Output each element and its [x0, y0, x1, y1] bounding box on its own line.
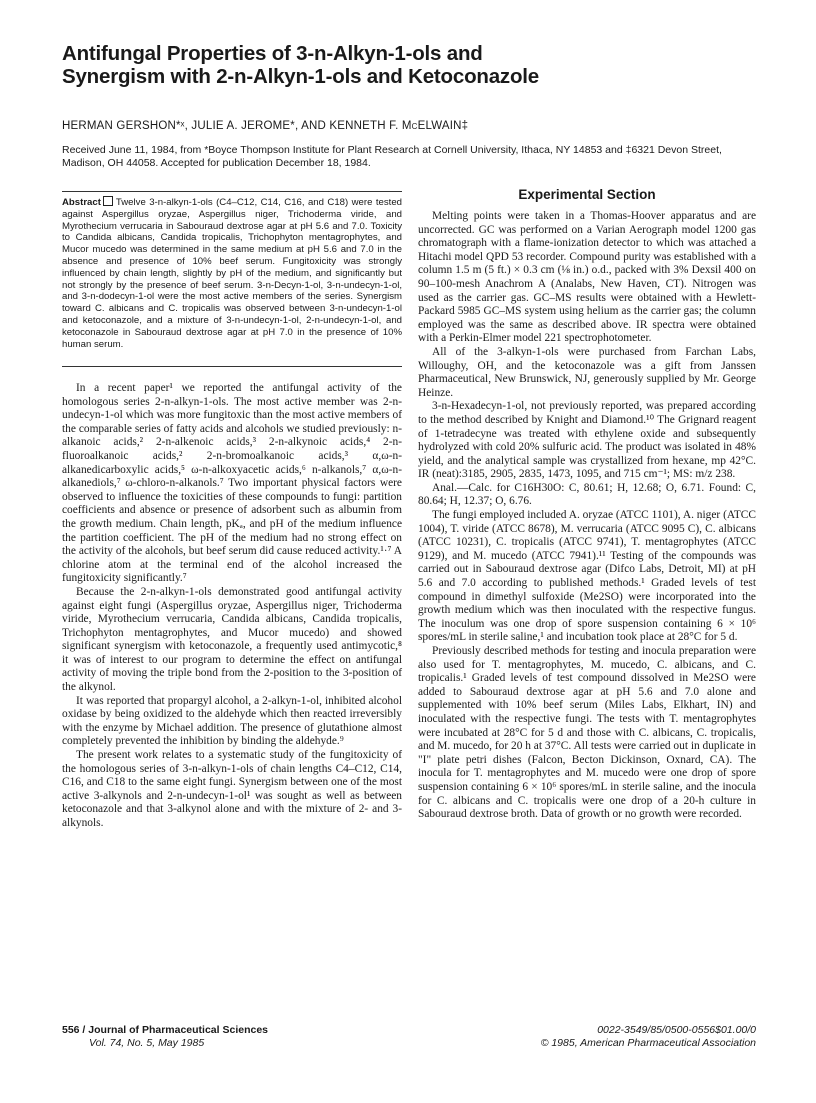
square-bullet-icon	[103, 196, 113, 206]
section-heading: Experimental Section	[518, 187, 656, 202]
journal-reference: 556 / Journal of Pharmaceutical Sciences	[62, 1024, 269, 1036]
abstract-text: Twelve 3-n-alkyn-1-ols (C4–C12, C14, C16, and C18) were tested against Aspergillus oryzae, Aspergillus niger, Trichoderma viride, and Myrothecium verrucaria in Sabouraud dextrose agar at pH 5.6 and 7.0. Toxicity to Candida albicans, Candida tropicalis, Trichophyton mentagrophytes, and Mucor mucedo was determined in the same medium at pH 5.6 and 7.0 in the absence and presence of 10% beef serum. Fungitoxicity was strongly influenced by chain length, slightly by pH of the medium, and significantly but not strongly by the presence of beef serum. 3-n-Decyn-1-ol, 3-n-undecyn-1-ol, and 3-n-dodecyn-1-ol were the most active members of the series. Synergism toward C. albicans and C. tropicalis was observed between 3-n-undecyn-1-ol and ketoconazole, and a mixture of 3-n-undecyn-1-ol, 2-n-undecyn-1-ol, and ketoconazole in Sabouraud dextrose agar at pH 7.0 in the presence of 10% human serum.	[62, 197, 402, 350]
author-list: HERMAN GERSHON*ˣ, JULIE A. JEROME*, AND KENNETH F. McELWAIN‡	[62, 120, 469, 132]
experimental-paragraph: Previously described methods for testing and inocula preparation were also used for T. mentagrophytes, M. mucedo, C. albicans, and C. tropicalis.¹ Graded levels of test compound dissolved in Me2SO were added to Sabouraud dextrose agar at pH 5.6 and 7.0 alone and supplemented with 10% beef serum (Miles Labs, Elkhart, IN) and inoculated with the respective fungi. The tests with T. mentagrophytes were incubated at 28°C for 5 d and those with C. albicans, C. tropicalis, and M. mucedo, for 20 h at 37°C. All tests were carried out in duplicate in "I" plate petri dishes (Falcon, Becton Dickinson, Oxnard, CA). The inocula for T. mentagrophytes and M. mucedo were one drop of spore suspension containing 6 × 10⁶ spores/mL in sterile saline, and the inocula for C. albicans and C. tropicalis were one drop of a 20-h culture in Sabouraud dextrose broth. Data of growth or no growth were recorded.	[418, 645, 756, 821]
intro-paragraph: In a recent paper¹ we reported the antifungal activity of the homologous series 2-n-alkyn-1-ols. The most active member was 2-n-undecyn-1-ol which was more fungitoxic than the most active members of the comparable series of fatty acids and alcohols we studied previously: n-alkanoic acids,² 2-n-alkenoic acids,³ 2-n-alkynoic acids,⁴ 2-n-fluoroalkanoic acids,² 2-n-bromoalkanoic acids,³ α,ω-n-alkanedicarboxylic acids,⁵ ω-n-alkoxyacetic acids,⁶ n-alkanols,⁷ α,ω-n-alkanediols,⁷ ω-chloro-n-alkanols.⁷ Two important physical factors were observed to influence the toxicities of these compounds to fungi: partition coefficients and absence or presence of adsorbent such as albumin from the growth medium. Chain length, pKₐ, and pH of the medium influence the partition coefficient. The pH of the medium had no strong effect on the activity of the alcohols, but beef serum did cause reduced activity.¹·⁷ A chlorine atom at the terminal end of the alcohol increased the fungitoxicity significantly.⁷	[62, 382, 402, 585]
abstract-bottom-rule	[62, 366, 402, 367]
received-line-1: Received June 11, 1984, from *Boyce Thompson Institute for Plant Research at Cornell University, Ithaca, NY 14853 and ‡6321 Devon Street,	[62, 144, 722, 156]
experimental-paragraph: 3-n-Hexadecyn-1-ol, not previously reported, was prepared according to the method described by Knight and Diamond.¹⁰ The Grignard reagent of 1-tetradecyne was treated with ethylene oxide and subsequently hydrolyzed with cold 20% sulfuric acid. The product was isolated in 48% yield, and the analytical sample was crystallized from hexane, mp 42°C. IR (neat):3185, 2905, 2835, 1473, 1095, and 715 cm⁻¹; MS: m/z 238.	[418, 400, 756, 481]
left-column	[62, 382, 402, 831]
experimental-paragraph: All of the 3-alkyn-1-ols were purchased from Farchan Labs, Willoughy, OH, and the ketoconazole was a gift from Janssen Pharmaceutical, New Brunswick, NJ, generously supplied by Mr. George Heinze.	[418, 345, 756, 399]
abstract-top-rule	[62, 191, 402, 192]
title-line-2: Synergism with 2-n-Alkyn-1-ols and Ketoconazole	[62, 65, 539, 88]
abstract	[62, 196, 402, 350]
received-note	[62, 144, 767, 170]
article-code: 0022-3549/85/0500-0556$01.00/0	[597, 1024, 756, 1036]
intro-paragraph: The present work relates to a systematic study of the fungitoxicity of the homologous series of 3-n-alkyn-1-ols of chain lengths C4–C12, C14, C16, and C18 to the same eight fungi. Synergism between one of the most active 3-alkynols and 2-n-undecyn-1-ol¹ was sought as well as between ketoconazole and that 3-alkynol alone and with the mixture of 2- and 3-alkynols.	[62, 749, 402, 829]
copyright-notice: © 1985, American Pharmaceutical Association	[540, 1037, 756, 1049]
title-line-1: Antifungal Properties of 3-n-Alkyn-1-ols and	[62, 42, 483, 65]
journal-footer	[62, 1024, 268, 1050]
experimental-paragraph: Anal.—Calc. for C16H30O: C, 80.61; H, 12.68; O, 6.71. Found: C, 80.64; H, 12.37; O, 6.76.	[418, 481, 756, 508]
copyright-footer	[541, 1024, 756, 1050]
intro-paragraph: Because the 2-n-alkyn-1-ols demonstrated good antifungal activity against eight fungi (Aspergillus oryzae, Aspergillus niger, Trichoderma viride, Myrothecium verrucaria, Candida albicans, Candida tropicalis, Trichophyton mentagrophytes, and Mucor mucedo) and showed significant synergism with ketoconazole, a frequently used antimycotic,⁸ it was of interest to our program to determine the effect on antifungal activity of moving the triple bond from the 2-position to the 3-position of the alkynol.	[62, 585, 402, 694]
journal-volume: Vol. 74, No. 5, May 1985	[89, 1037, 205, 1049]
intro-paragraph: It was reported that propargyl alcohol, a 2-alkyn-1-ol, inhibited alcohol oxidase by being oxidized to the aldehyde which then reacted irreversibly with the enzyme by Michael addition. The presence of glutathione almost completely prevented the inhibition by binding the aldehyde.⁹	[62, 694, 402, 748]
article-title	[62, 42, 762, 88]
received-line-2: Madison, OH 44058. Accepted for publication December 18, 1984.	[62, 157, 371, 169]
experimental-paragraph: The fungi employed included A. oryzae (ATCC 1101), A. niger (ATCC 1004), T. viride (ATCC 8678), M. verrucaria (ATCC 9095 C), C. albicans (ATCC 10231), C. tropicalis (ATCC 9741), T. mentagrophytes (ATCC 9129), and M. mucedo (ATCC 7941).¹¹ Testing of the compounds was carried out in Sabouraud dextrose agar (Difco Labs, Detroit, MI) at pH 5.6 and 7.0 according to published methods.¹ Graded levels of test compound in dimethyl sulfoxide (Me2SO) were incorporated into the growth medium which was then inoculated with the respective fungus. The inoculum was one drop of spore suspension containing 6 × 10⁶ spores/mL in sterile saline,¹ and incubation took place at 28°C for 5 d.	[418, 509, 756, 644]
abstract-label: Abstract	[62, 197, 101, 208]
experimental-paragraph: Melting points were taken in a Thomas-Hoover apparatus and are uncorrected. GC was performed on a Varian Aerograph model 1200 gas chromatograph with a flame-ionization detector to which was attached a Hitachi model QPD 53 recorder. Compound purity was established with a column 1.5 m (5 ft.) × 0.3 cm (⅛ in.) o.d., packed with 3% Dexsil 400 on 90–100-mesh Anachrom A (Analabs, New Haven, CT). Nitrogen was used as the carrier gas. GC–MS results were obtained with a Hewlett-Packard 5985 GC–MS system using helium as the carrier gas; the column employed was the same as described above. IR spectra were obtained with a Perkin-Elmer model 221 spectrophotometer.	[418, 210, 756, 345]
right-column	[418, 210, 756, 822]
